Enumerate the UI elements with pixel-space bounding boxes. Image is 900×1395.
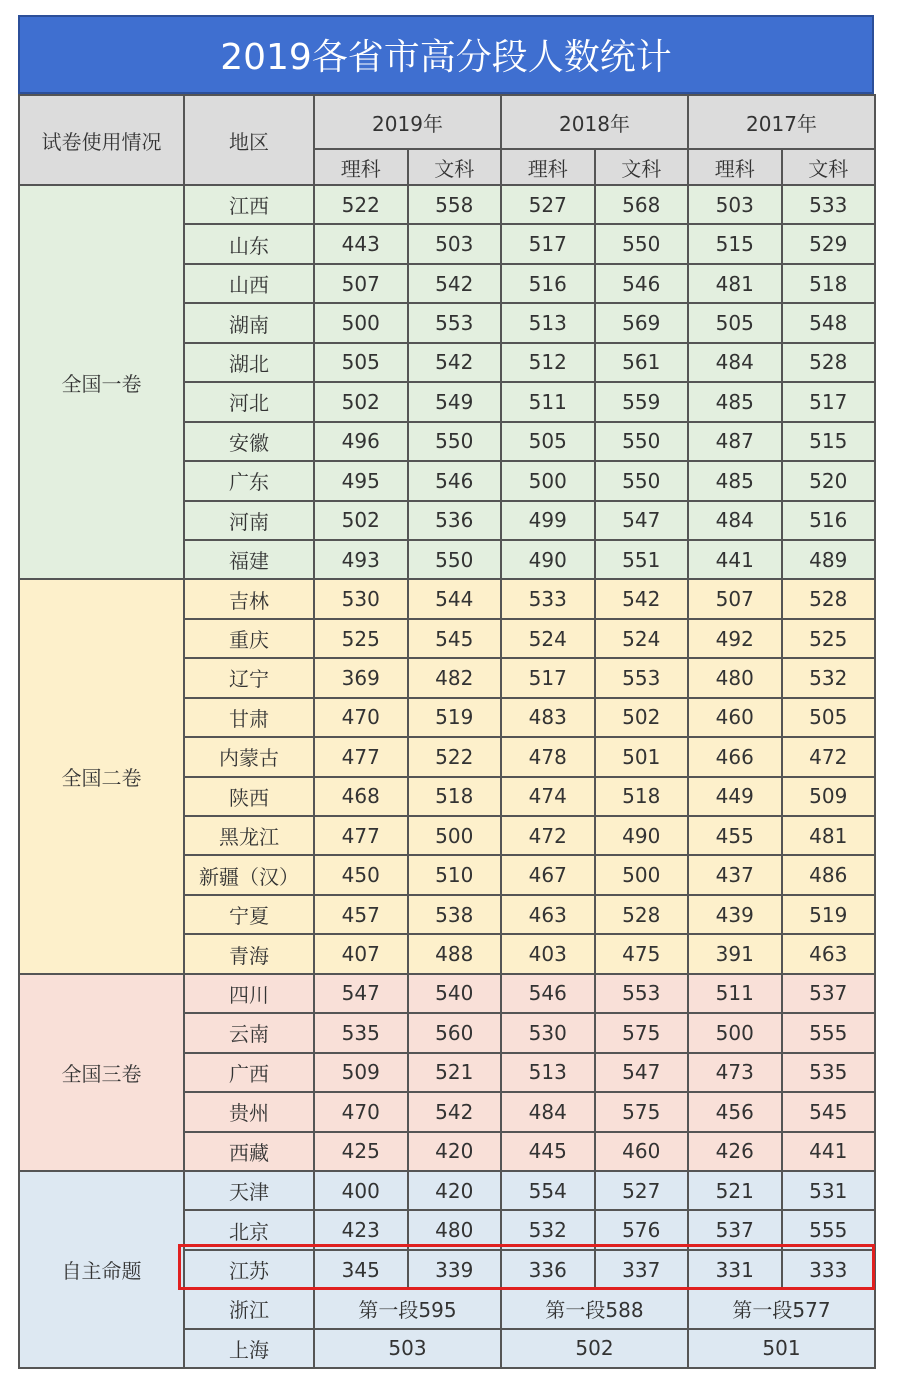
region-cell: 西藏 <box>184 1132 314 1171</box>
value-cell: 470 <box>314 698 408 737</box>
header-sci: 理科 <box>314 149 408 185</box>
region-cell: 山东 <box>184 224 314 263</box>
table-row <box>19 185 875 224</box>
value-cell: 484 <box>501 1092 595 1131</box>
value-cell: 488 <box>408 934 502 973</box>
value-cell: 486 <box>782 855 876 894</box>
value-cell: 466 <box>688 737 782 776</box>
value-cell: 515 <box>782 422 876 461</box>
value-cell: 445 <box>501 1132 595 1171</box>
region-cell: 吉林 <box>184 579 314 618</box>
value-cell: 524 <box>595 619 689 658</box>
value-cell: 499 <box>501 501 595 540</box>
value-cell: 477 <box>314 816 408 855</box>
value-cell: 553 <box>595 658 689 697</box>
value-cell: 331 <box>688 1250 782 1289</box>
value-cell: 339 <box>408 1250 502 1289</box>
value-cell: 460 <box>595 1132 689 1171</box>
value-cell: 391 <box>688 934 782 973</box>
table-row <box>19 974 875 1013</box>
value-cell: 345 <box>314 1250 408 1289</box>
value-cell: 475 <box>595 934 689 973</box>
region-cell: 福建 <box>184 540 314 579</box>
value-cell: 463 <box>782 934 876 973</box>
value-cell: 505 <box>782 698 876 737</box>
value-cell: 545 <box>408 619 502 658</box>
value-cell: 336 <box>501 1250 595 1289</box>
value-cell: 443 <box>314 224 408 263</box>
value-cell: 568 <box>595 185 689 224</box>
value-cell: 500 <box>688 1013 782 1052</box>
value-cell: 502 <box>595 698 689 737</box>
value-cell: 528 <box>595 895 689 934</box>
region-cell: 宁夏 <box>184 895 314 934</box>
value-cell: 518 <box>408 777 502 816</box>
region-cell: 广西 <box>184 1053 314 1092</box>
value-cell: 546 <box>408 461 502 500</box>
value-cell: 501 <box>595 737 689 776</box>
region-cell: 上海 <box>184 1329 314 1368</box>
value-cell: 532 <box>782 658 876 697</box>
value-cell: 522 <box>408 737 502 776</box>
header-lib: 文科 <box>595 149 689 185</box>
value-cell: 546 <box>595 264 689 303</box>
value-cell: 487 <box>688 422 782 461</box>
group-label: 全国三卷 <box>19 974 184 1171</box>
value-cell: 457 <box>314 895 408 934</box>
value-cell: 420 <box>408 1171 502 1210</box>
value-cell: 503 <box>408 224 502 263</box>
value-cell: 484 <box>688 501 782 540</box>
value-cell: 510 <box>408 855 502 894</box>
region-cell: 安徽 <box>184 422 314 461</box>
value-cell: 548 <box>782 303 876 342</box>
value-cell: 517 <box>501 658 595 697</box>
value-cell: 467 <box>501 855 595 894</box>
value-cell: 524 <box>501 619 595 658</box>
region-cell: 内蒙古 <box>184 737 314 776</box>
merged-value-cell: 第一段595 <box>314 1289 501 1328</box>
value-cell: 520 <box>782 461 876 500</box>
header-year-2019: 2019年 <box>314 95 501 149</box>
value-cell: 333 <box>782 1250 876 1289</box>
value-cell: 505 <box>501 422 595 461</box>
value-cell: 492 <box>688 619 782 658</box>
value-cell: 533 <box>501 579 595 618</box>
value-cell: 550 <box>408 540 502 579</box>
value-cell: 530 <box>314 579 408 618</box>
region-cell: 湖南 <box>184 303 314 342</box>
value-cell: 528 <box>782 579 876 618</box>
value-cell: 489 <box>782 540 876 579</box>
value-cell: 530 <box>501 1013 595 1052</box>
region-cell: 黑龙江 <box>184 816 314 855</box>
value-cell: 505 <box>688 303 782 342</box>
value-cell: 521 <box>688 1171 782 1210</box>
value-cell: 480 <box>688 658 782 697</box>
region-cell: 河南 <box>184 501 314 540</box>
value-cell: 439 <box>688 895 782 934</box>
table-header <box>19 95 875 185</box>
value-cell: 511 <box>501 382 595 421</box>
value-cell: 550 <box>595 422 689 461</box>
merged-value-cell: 第一段577 <box>688 1289 875 1328</box>
value-cell: 542 <box>408 1092 502 1131</box>
value-cell: 474 <box>501 777 595 816</box>
value-cell: 502 <box>314 382 408 421</box>
stats-table <box>18 94 876 1369</box>
region-cell: 浙江 <box>184 1289 314 1328</box>
value-cell: 455 <box>688 816 782 855</box>
value-cell: 425 <box>314 1132 408 1171</box>
value-cell: 441 <box>688 540 782 579</box>
value-cell: 545 <box>782 1092 876 1131</box>
value-cell: 481 <box>688 264 782 303</box>
value-cell: 450 <box>314 855 408 894</box>
group-label: 全国一卷 <box>19 185 184 579</box>
merged-value-cell: 502 <box>501 1329 688 1368</box>
value-cell: 516 <box>782 501 876 540</box>
header-lib: 文科 <box>408 149 502 185</box>
value-cell: 337 <box>595 1250 689 1289</box>
value-cell: 569 <box>595 303 689 342</box>
value-cell: 550 <box>595 224 689 263</box>
value-cell: 463 <box>501 895 595 934</box>
header-sci: 理科 <box>501 149 595 185</box>
value-cell: 423 <box>314 1210 408 1249</box>
region-cell: 甘肃 <box>184 698 314 737</box>
value-cell: 511 <box>688 974 782 1013</box>
value-cell: 547 <box>595 501 689 540</box>
value-cell: 558 <box>408 185 502 224</box>
region-cell: 天津 <box>184 1171 314 1210</box>
value-cell: 426 <box>688 1132 782 1171</box>
header-year-2018: 2018年 <box>501 95 688 149</box>
value-cell: 535 <box>782 1053 876 1092</box>
value-cell: 512 <box>501 343 595 382</box>
value-cell: 559 <box>595 382 689 421</box>
value-cell: 525 <box>782 619 876 658</box>
merged-value-cell: 501 <box>688 1329 875 1368</box>
value-cell: 550 <box>595 461 689 500</box>
value-cell: 441 <box>782 1132 876 1171</box>
value-cell: 481 <box>782 816 876 855</box>
value-cell: 542 <box>595 579 689 618</box>
value-cell: 369 <box>314 658 408 697</box>
value-cell: 576 <box>595 1210 689 1249</box>
table-row <box>19 1171 875 1210</box>
value-cell: 500 <box>314 303 408 342</box>
value-cell: 513 <box>501 303 595 342</box>
value-cell: 532 <box>501 1210 595 1249</box>
value-cell: 502 <box>314 501 408 540</box>
region-cell: 新疆（汉） <box>184 855 314 894</box>
region-cell: 江苏 <box>184 1250 314 1289</box>
value-cell: 516 <box>501 264 595 303</box>
value-cell: 538 <box>408 895 502 934</box>
group-label: 全国二卷 <box>19 579 184 973</box>
table-body <box>19 185 875 1368</box>
value-cell: 540 <box>408 974 502 1013</box>
value-cell: 470 <box>314 1092 408 1131</box>
region-cell: 辽宁 <box>184 658 314 697</box>
value-cell: 496 <box>314 422 408 461</box>
value-cell: 554 <box>501 1171 595 1210</box>
value-cell: 525 <box>314 619 408 658</box>
value-cell: 575 <box>595 1013 689 1052</box>
header-region: 地区 <box>184 95 314 185</box>
value-cell: 493 <box>314 540 408 579</box>
value-cell: 485 <box>688 382 782 421</box>
value-cell: 553 <box>408 303 502 342</box>
region-cell: 河北 <box>184 382 314 421</box>
value-cell: 546 <box>501 974 595 1013</box>
value-cell: 482 <box>408 658 502 697</box>
region-cell: 湖北 <box>184 343 314 382</box>
value-cell: 519 <box>408 698 502 737</box>
value-cell: 527 <box>501 185 595 224</box>
value-cell: 403 <box>501 934 595 973</box>
value-cell: 542 <box>408 264 502 303</box>
value-cell: 478 <box>501 737 595 776</box>
value-cell: 460 <box>688 698 782 737</box>
value-cell: 509 <box>314 1053 408 1092</box>
value-cell: 490 <box>595 816 689 855</box>
region-cell: 四川 <box>184 974 314 1013</box>
region-cell: 青海 <box>184 934 314 973</box>
value-cell: 527 <box>595 1171 689 1210</box>
value-cell: 515 <box>688 224 782 263</box>
value-cell: 449 <box>688 777 782 816</box>
value-cell: 407 <box>314 934 408 973</box>
region-cell: 陕西 <box>184 777 314 816</box>
value-cell: 536 <box>408 501 502 540</box>
value-cell: 505 <box>314 343 408 382</box>
value-cell: 473 <box>688 1053 782 1092</box>
value-cell: 518 <box>595 777 689 816</box>
value-cell: 468 <box>314 777 408 816</box>
value-cell: 472 <box>782 737 876 776</box>
region-cell: 江西 <box>184 185 314 224</box>
value-cell: 490 <box>501 540 595 579</box>
merged-value-cell: 503 <box>314 1329 501 1368</box>
value-cell: 531 <box>782 1171 876 1210</box>
value-cell: 477 <box>314 737 408 776</box>
value-cell: 555 <box>782 1013 876 1052</box>
value-cell: 483 <box>501 698 595 737</box>
value-cell: 485 <box>688 461 782 500</box>
header-year-2017: 2017年 <box>688 95 875 149</box>
value-cell: 529 <box>782 224 876 263</box>
value-cell: 519 <box>782 895 876 934</box>
value-cell: 507 <box>314 264 408 303</box>
region-cell: 北京 <box>184 1210 314 1249</box>
value-cell: 533 <box>782 185 876 224</box>
value-cell: 509 <box>782 777 876 816</box>
value-cell: 553 <box>595 974 689 1013</box>
value-cell: 518 <box>782 264 876 303</box>
value-cell: 484 <box>688 343 782 382</box>
value-cell: 537 <box>782 974 876 1013</box>
value-cell: 517 <box>782 382 876 421</box>
region-cell: 重庆 <box>184 619 314 658</box>
merged-value-cell: 第一段588 <box>501 1289 688 1328</box>
value-cell: 420 <box>408 1132 502 1171</box>
value-cell: 547 <box>314 974 408 1013</box>
value-cell: 521 <box>408 1053 502 1092</box>
value-cell: 500 <box>408 816 502 855</box>
value-cell: 500 <box>501 461 595 500</box>
value-cell: 547 <box>595 1053 689 1092</box>
value-cell: 400 <box>314 1171 408 1210</box>
region-cell: 广东 <box>184 461 314 500</box>
value-cell: 537 <box>688 1210 782 1249</box>
header-lib: 文科 <box>782 149 876 185</box>
value-cell: 503 <box>688 185 782 224</box>
value-cell: 560 <box>408 1013 502 1052</box>
region-cell: 贵州 <box>184 1092 314 1131</box>
value-cell: 437 <box>688 855 782 894</box>
value-cell: 517 <box>501 224 595 263</box>
value-cell: 535 <box>314 1013 408 1052</box>
value-cell: 542 <box>408 343 502 382</box>
value-cell: 472 <box>501 816 595 855</box>
table-row <box>19 579 875 618</box>
page-title: 2019各省市高分段人数统计 <box>18 15 874 94</box>
value-cell: 495 <box>314 461 408 500</box>
region-cell: 云南 <box>184 1013 314 1052</box>
value-cell: 528 <box>782 343 876 382</box>
value-cell: 549 <box>408 382 502 421</box>
value-cell: 480 <box>408 1210 502 1249</box>
value-cell: 575 <box>595 1092 689 1131</box>
value-cell: 561 <box>595 343 689 382</box>
header-sci: 理科 <box>688 149 782 185</box>
value-cell: 551 <box>595 540 689 579</box>
value-cell: 513 <box>501 1053 595 1092</box>
value-cell: 550 <box>408 422 502 461</box>
value-cell: 456 <box>688 1092 782 1131</box>
value-cell: 544 <box>408 579 502 618</box>
region-cell: 山西 <box>184 264 314 303</box>
value-cell: 507 <box>688 579 782 618</box>
header-paper: 试卷使用情况 <box>19 95 184 185</box>
value-cell: 555 <box>782 1210 876 1249</box>
value-cell: 522 <box>314 185 408 224</box>
value-cell: 500 <box>595 855 689 894</box>
stats-sheet <box>18 15 874 1369</box>
group-label: 自主命题 <box>19 1171 184 1368</box>
